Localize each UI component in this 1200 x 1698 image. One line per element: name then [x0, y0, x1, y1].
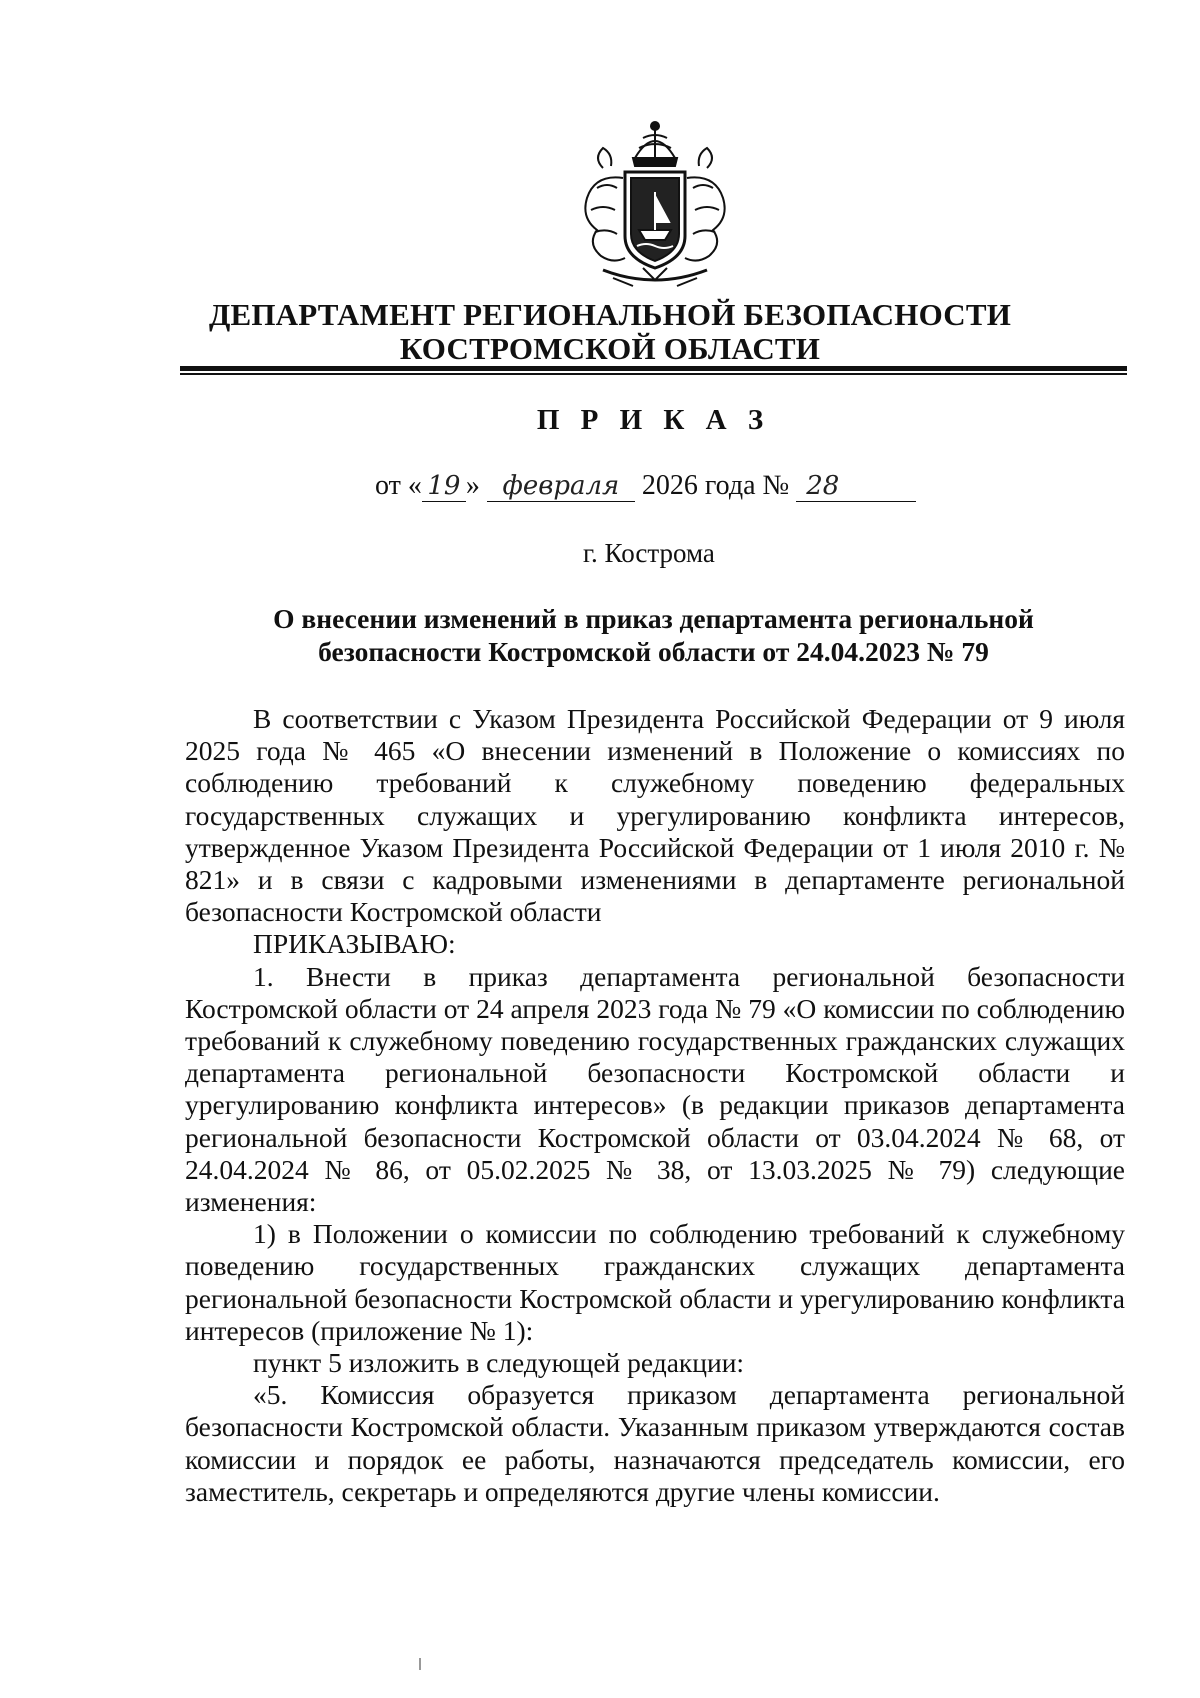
handwritten-month: февраля	[487, 471, 635, 502]
org-line-2: КОСТРОМСКОЙ ОБЛАСТИ	[399, 331, 821, 366]
organization-name	[180, 298, 1040, 366]
subitem-1-point: пункт 5 изложить в следующей редакции:	[253, 1347, 745, 1379]
org-line-1: ДЕПАРТАМЕНТ РЕГИОНАЛЬНОЙ БЕЗОПАСНОСТИ	[208, 297, 1012, 332]
date-mid: »	[465, 470, 480, 501]
subitem-1-paragraph: 1) в Положении о комиссии по соблюдению требований к служебному поведению государственных гражданских служащих департамента региональной безопасности Костромской области и урегулированию конфликта интересов (приложение № 1):	[185, 1218, 1125, 1346]
handwritten-number: 28	[796, 471, 916, 502]
command-line: ПРИКАЗЫВАЮ:	[253, 928, 456, 960]
quote-point-5: «5. Комиссия образуется приказом департамента региональной безопасности Костромской области. Указанным приказом утверждаются состав комиссии и порядок ее работы, назначаются председатель комиссии, его заместитель, секретарь и определяются другие члены комиссии.	[185, 1379, 1125, 1507]
order-subject	[180, 602, 1127, 668]
handwritten-day: 19	[422, 471, 466, 502]
subject-line-1: О внесении изменений в приказ департамента региональной	[273, 603, 1034, 634]
header-rule-thin	[180, 373, 1127, 375]
year-text: 2026 года №	[641, 470, 790, 501]
preamble-paragraph: В соответствии с Указом Президента Российской Федерации от 9 июля 2025 года № 465 «О внесении изменений в Положение о комиссиях по соблюдению требований к служебному поведению федеральных государственных служащих и урегулированию конфликта интересов, утвержденное Указом Президента Российской Федерации от 1 июля 2010 г. № 821» и в связи с кадровыми изменениями в департаменте региональной безопасности Костромской области	[185, 703, 1125, 928]
item-1-paragraph: 1. Внести в приказ департамента региональной безопасности Костромской области от 24 апреля 2023 года № 79 «О комиссии по соблюдению требований к служебному поведению государственных гражданских служащих департамента региональной безопасности Костромской области и урегулированию конфликта интересов» (в редакции приказов департамента региональной безопасности Костромской области от 03.04.2024 № 68, от 24.04.2024 № 86, от 05.02.2025 № 38, от 13.03.2025 № 79) следующие изменения:	[185, 960, 1125, 1218]
order-body	[185, 703, 1125, 1508]
order-title: П Р И К А З	[536, 404, 771, 436]
date-prefix: от «	[375, 470, 422, 501]
order-city: г. Кострома	[583, 538, 715, 568]
header-rule-thick	[180, 366, 1127, 371]
subject-line-2: безопасности Костромской области от 24.04.2023 № 79	[318, 636, 989, 667]
scan-mark	[419, 1658, 421, 1670]
order-date-line	[375, 470, 916, 510]
coat-of-arms-icon	[573, 118, 737, 294]
